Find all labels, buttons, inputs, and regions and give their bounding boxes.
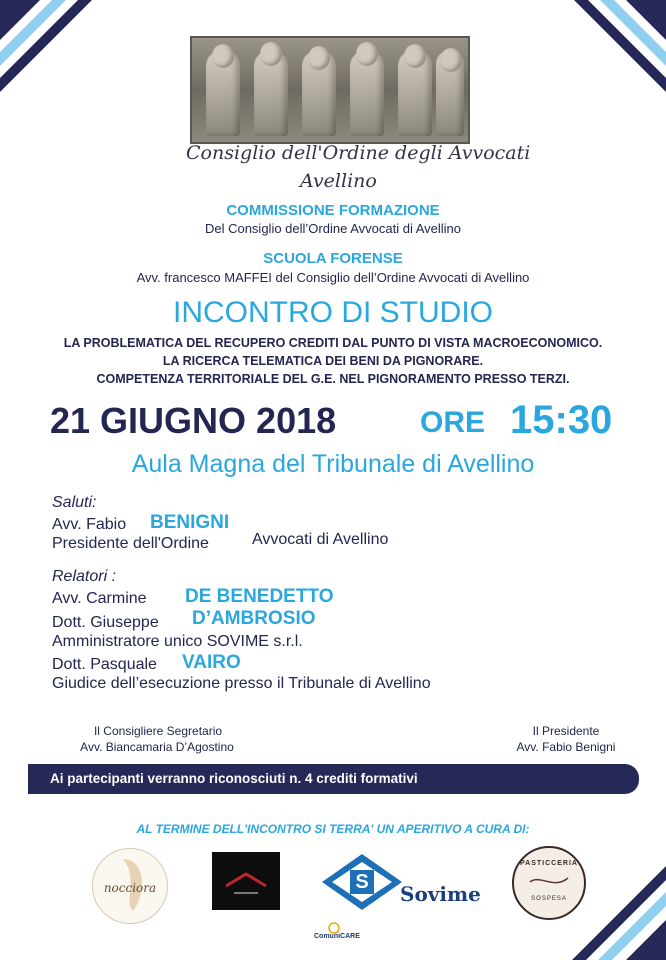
presidente-name: Avv. Fabio Benigni (516, 740, 616, 754)
scuola-subtitle: Avv. francesco MAFFEI del Consiglio dell’Ordine Avvocati di Avellino (136, 270, 530, 285)
event-time: 15:30 (510, 398, 613, 442)
ore-label: ORE (420, 406, 486, 439)
crediti-text: Ai partecipanti verranno riconosciuti n. 4 crediti formativi (50, 771, 418, 786)
pasticceria-logo (512, 846, 586, 920)
comunicare-logo (306, 922, 366, 942)
incontro-title: INCONTRO DI STUDIO (173, 296, 493, 329)
saluti-role-a: Presidente dell'Ordine (52, 535, 209, 552)
saluti-name-prefix: Avv. Fabio (52, 516, 127, 533)
top-right-stripes (536, 0, 666, 110)
sponsor-dark-logo (212, 852, 280, 910)
pasticceria-text: PASTICCERIA (520, 860, 578, 867)
saluti-heading: Saluti: (52, 494, 97, 511)
commissione-subtitle: Del Consiglio dell’Ordine Avvocati di Avellino (204, 221, 462, 236)
council-name: Consiglio dell'Ordine degli Avvocati (186, 142, 531, 164)
relatore-1-prefix: Avv. Carmine (52, 590, 147, 607)
scuola-title: SCUOLA FORENSE (263, 250, 403, 267)
roman-relief-image (190, 36, 470, 144)
relatore-3-name: VAIRO (182, 652, 241, 673)
sospesa-text: SOSPESA (531, 896, 567, 902)
sovime-text: Sovime (400, 882, 481, 906)
commissione-title: COMMISSIONE FORMAZIONE (226, 202, 440, 219)
sovime-logo (320, 852, 485, 914)
comunicare-text: ComuniCARE (314, 933, 360, 940)
segretario-name: Avv. Biancamaria D’Agostino (80, 740, 234, 754)
sovime-mark: S (355, 871, 369, 893)
nocciora-logo-text: nocciora (103, 881, 157, 895)
relatore-2-role: Amministratore unico SOVIME s.r.l. (52, 633, 303, 650)
top-left-stripes (0, 0, 130, 110)
relatore-1-name: DE BENEDETTO (185, 586, 334, 607)
council-city: Avellino (300, 170, 377, 192)
topic-3: COMPETENZA TERRITORIALE DEL G.E. NEL PIGNORAMENTO PRESSO TERZI. (96, 372, 570, 386)
relatore-2-prefix: Dott. Giuseppe (52, 614, 159, 631)
aperitivo-text: AL TERMINE DELL'INCONTRO SI TERRA' UN APERITIVO A CURA DI: (136, 822, 530, 836)
relatore-3-role: Giudice dell’esecuzione presso il Tribunale di Avellino (52, 675, 431, 692)
event-location: Aula Magna del Tribunale di Avellino (131, 450, 535, 478)
presidente-role: Il Presidente (532, 724, 600, 738)
saluti-name: BENIGNI (150, 512, 230, 533)
topic-2: LA RICERCA TELEMATICA DEI BENI DA PIGNORARE. (162, 354, 484, 368)
topic-1: LA PROBLEMATICA DEL RECUPERO CREDITI DAL PUNTO DI VISTA MACROECONOMICO. (63, 336, 603, 350)
saluti-role-b: Avvocati di Avellino (252, 531, 389, 548)
segretario-role: Il Consigliere Segretario (93, 724, 223, 738)
nocciora-logo (92, 848, 168, 924)
relatore-2-name: D’AMBROSIO (192, 608, 316, 629)
relatore-3-prefix: Dott. Pasquale (52, 656, 157, 673)
crediti-banner (28, 764, 639, 794)
relatori-heading: Relatori : (52, 568, 117, 585)
event-date: 21 GIUGNO 2018 (50, 400, 337, 441)
